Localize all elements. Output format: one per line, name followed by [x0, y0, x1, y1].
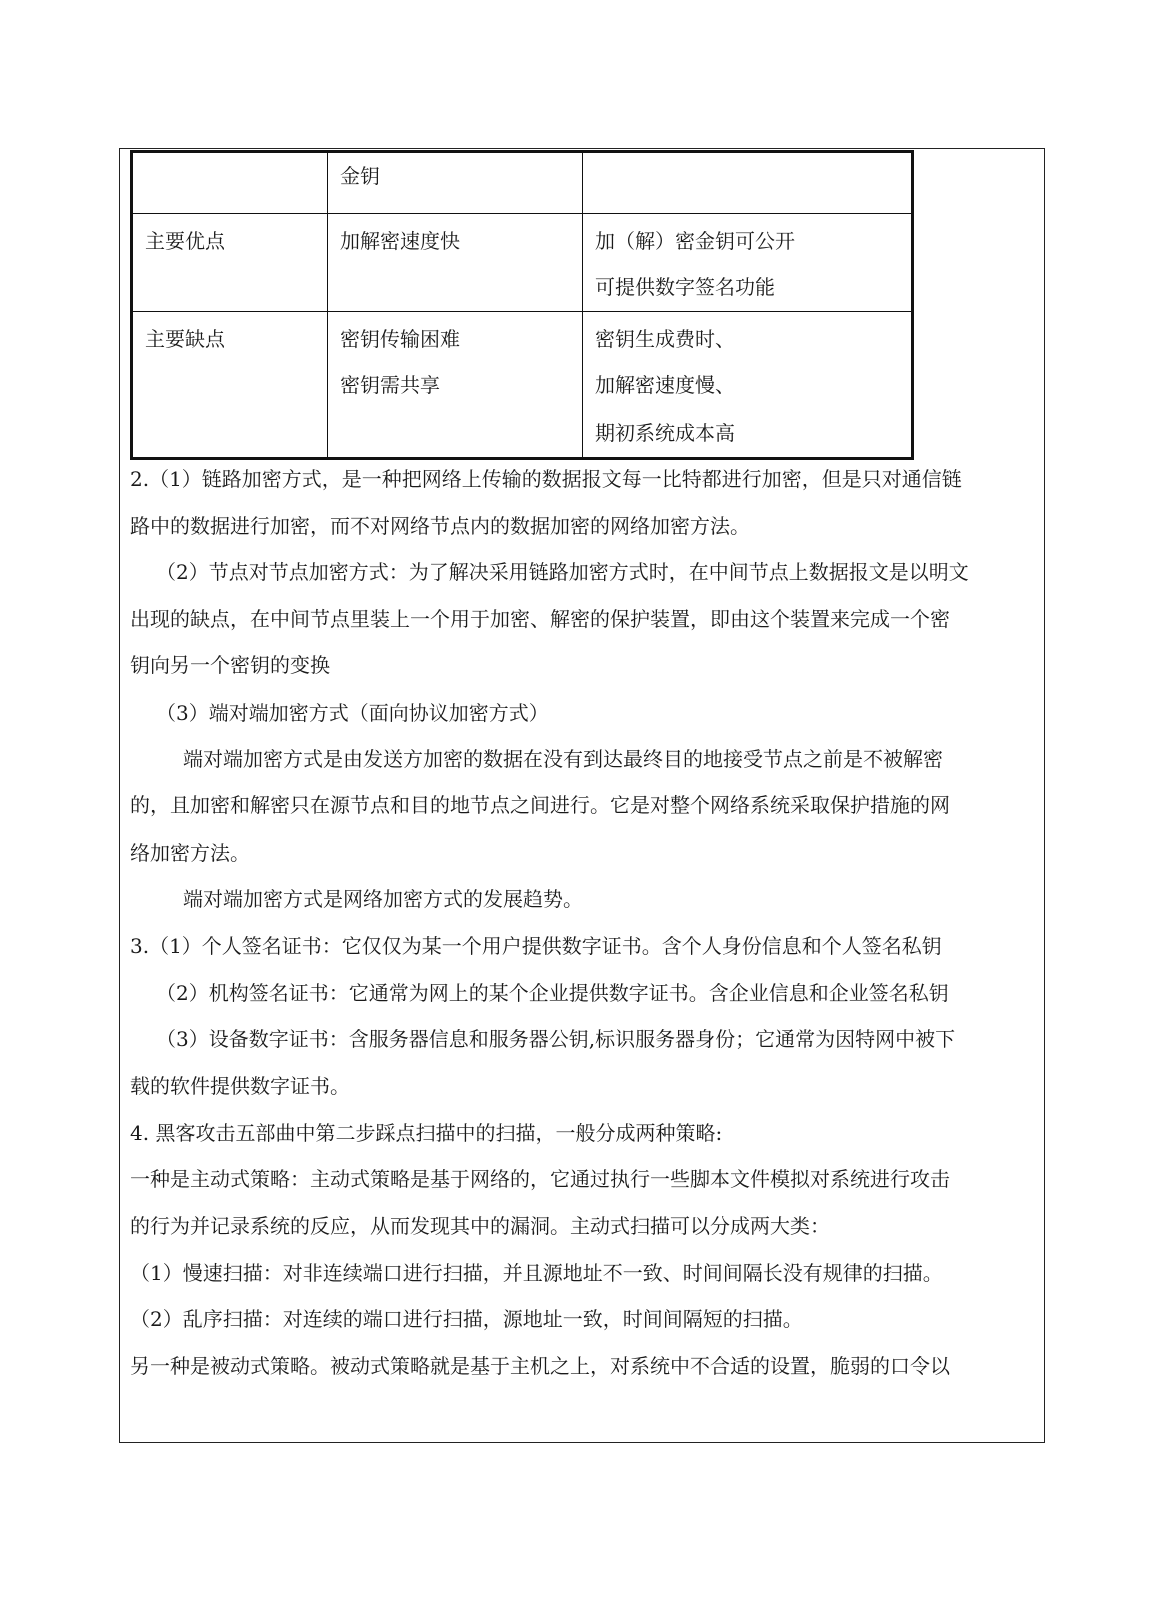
body-line: 载的软件提供数字证书。 — [130, 1074, 350, 1098]
body-line: 端对端加密方式是网络加密方式的发展趋势。 — [183, 887, 583, 911]
table-row — [132, 312, 913, 459]
body-line: （2）机构签名证书：它通常为网上的某个企业提供数字证书。含企业信息和企业签名私钥 — [156, 981, 949, 1005]
cell-text: 加解密速度慢、 — [595, 373, 735, 397]
body-line: 3.（1）个人签名证书：它仅仅为某一个用户提供数字证书。含个人身份信息和个人签名私钥 — [130, 934, 942, 958]
body-line: 的行为并记录系统的反应，从而发现其中的漏洞。主动式扫描可以分成两大类： — [130, 1214, 830, 1238]
body-line: 钥向另一个密钥的变换 — [130, 653, 330, 677]
cell-text: 密钥生成费时、 — [595, 327, 735, 351]
cell-text: 期初系统成本高 — [595, 421, 735, 445]
cell-text: 密钥需共享 — [340, 373, 440, 397]
table-cell — [583, 214, 913, 312]
comparison-table — [130, 150, 914, 460]
table-cell — [328, 152, 583, 214]
body-line: 一种是主动式策略：主动式策略是基于网络的，它通过执行一些脚本文件模拟对系统进行攻击 — [130, 1167, 950, 1191]
body-line: （3）端对端加密方式（面向协议加密方式） — [156, 701, 549, 725]
body-line: 的，且加密和解密只在源节点和目的地节点之间进行。它是对整个网络系统采取保护措施的网 — [130, 793, 950, 817]
table-row — [132, 214, 913, 312]
table-cell — [583, 152, 913, 214]
cell-text: 加（解）密金钥可公开 — [595, 229, 795, 253]
body-line: （2）乱序扫描：对连续的端口进行扫描，源地址一致，时间间隔短的扫描。 — [130, 1307, 803, 1331]
cell-text: 可提供数字签名功能 — [595, 275, 775, 299]
table-cell — [583, 312, 913, 459]
body-line: 另一种是被动式策略。被动式策略就是基于主机之上，对系统中不合适的设置，脆弱的口令以 — [130, 1354, 950, 1378]
body-line: （1）慢速扫描：对非连续端口进行扫描，并且源地址不一致、时间间隔长没有规律的扫描。 — [130, 1261, 943, 1285]
table-cell — [132, 312, 328, 459]
cell-text: 加解密速度快 — [340, 229, 460, 253]
table-cell — [132, 214, 328, 312]
body-line: 4. 黑客攻击五部曲中第二步踩点扫描中的扫描，一般分成两种策略: — [130, 1121, 723, 1145]
table-cell — [132, 152, 328, 214]
body-line: （2）节点对节点加密方式：为了解决采用链路加密方式时，在中间节点上数据报文是以明文 — [156, 560, 969, 584]
body-line: 路中的数据进行加密，而不对网络节点内的数据加密的网络加密方法。 — [130, 514, 750, 538]
body-line: 2.（1）链路加密方式，是一种把网络上传输的数据报文每一比特都进行加密，但是只对通信链 — [130, 467, 962, 491]
table-cell — [328, 214, 583, 312]
cell-text: 密钥传输困难 — [340, 327, 460, 351]
table-cell — [328, 312, 583, 459]
cell-text: 金钥 — [340, 164, 380, 188]
body-line: 端对端加密方式是由发送方加密的数据在没有到达最终目的地接受节点之前是不被解密 — [183, 747, 943, 771]
table-row — [132, 152, 913, 214]
row-label-disadvantages: 主要缺点 — [145, 327, 225, 351]
body-line: （3）设备数字证书：含服务器信息和服务器公钥,标识服务器身份；它通常为因特网中被下 — [156, 1027, 956, 1051]
body-line: 络加密方法。 — [130, 841, 250, 865]
body-line: 出现的缺点，在中间节点里装上一个用于加密、解密的保护装置，即由这个装置来完成一个密 — [130, 607, 950, 631]
row-label-advantages: 主要优点 — [145, 229, 225, 253]
